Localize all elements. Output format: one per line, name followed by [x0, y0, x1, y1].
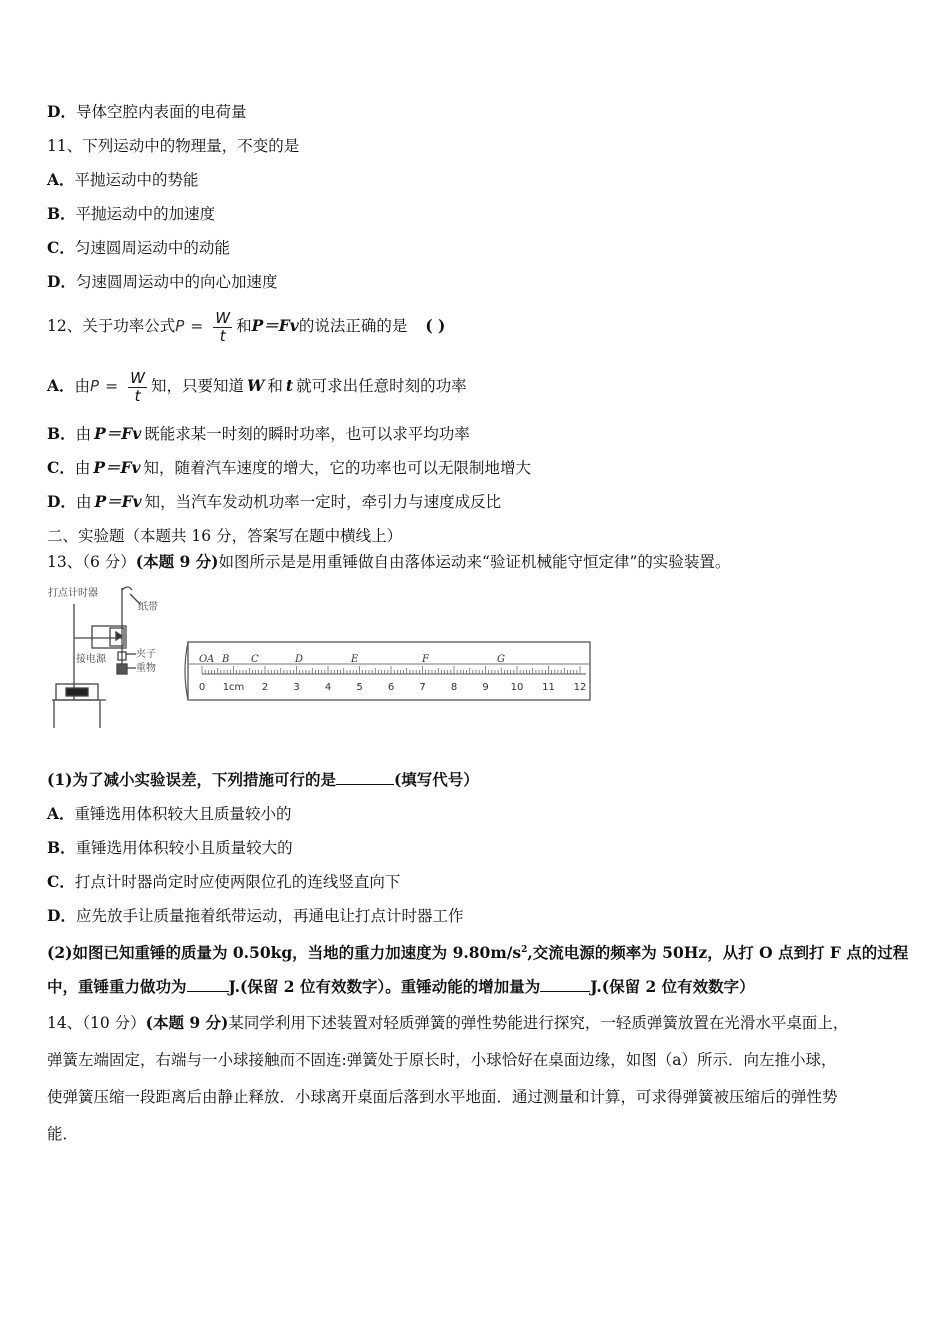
tick-label: 2 — [261, 682, 269, 693]
q13-part2-line1 — [47, 940, 908, 963]
tick-label: 0 — [198, 682, 206, 693]
option-text: 平抛运动中的势能 — [74, 171, 199, 189]
q10-option-d — [47, 102, 246, 122]
formula-pfv: P＝Fv — [94, 424, 142, 443]
tape-curl — [122, 587, 132, 590]
option-suffix: 既能求某一时刻的瞬时功率，也可以求平均功率 — [144, 425, 470, 443]
q11-option-a — [47, 170, 199, 190]
q14-line4: 能． — [47, 1125, 79, 1143]
option-label: C． — [47, 458, 75, 477]
tick-label: 12 — [573, 682, 587, 693]
part2-text-d: J.(保留 2 位有效数字）。重锤动能的增加量为 — [228, 977, 541, 996]
q11-stem: 11、下列运动中的物理量，不变的是 — [47, 137, 300, 155]
var-w: W — [246, 376, 265, 395]
option-suffix: 知，随着汽车速度的增大，它的功率也可以无限制地增大 — [143, 459, 532, 477]
option-suffix: 知，当汽车发动机功率一定时，牵引力与速度成反比 — [144, 493, 502, 511]
q11-option-c — [47, 238, 230, 258]
label-timer: 打点计时器 — [48, 588, 98, 599]
tick-label: 6 — [387, 682, 395, 693]
power-symbol: P — [175, 317, 185, 335]
option-and: 和 — [267, 377, 283, 395]
part1-text: (1)为了减小实验误差，下列措施可行的是 — [47, 770, 336, 789]
var-t: t — [285, 376, 294, 395]
ruler — [185, 642, 590, 700]
tick-label: 5 — [356, 682, 363, 693]
q14-line3: 使弹簧压缩一段距离后由静止释放．小球离开桌面后落到水平地面．通过测量和计算，可求得弹簧被压缩后的弹性势 — [47, 1088, 838, 1106]
q13-option-b — [47, 838, 293, 858]
option-text: 打点计时器尚定时应使两限位孔的连线竖直向下 — [74, 873, 401, 891]
option-text: 匀速圆周运动中的动能 — [74, 239, 230, 257]
fraction-numerator: W — [215, 308, 231, 327]
experiment-figure — [44, 582, 604, 732]
option-label: A． — [47, 376, 75, 395]
point-e: E — [351, 654, 359, 665]
part1-after: (填写代号） — [393, 770, 479, 789]
fraction-denominator: t — [134, 386, 141, 405]
option-label: B． — [47, 838, 76, 857]
power-fraction — [213, 310, 232, 345]
point-d: D — [295, 654, 304, 665]
tick-label: 3 — [293, 682, 300, 693]
option-label: D． — [47, 906, 76, 925]
part2-text-e: J.(保留 2 位有效数字） — [590, 977, 755, 996]
q13-option-c — [47, 872, 400, 892]
option-label: A． — [47, 804, 75, 823]
option-prefix: 由 — [75, 493, 92, 511]
stem-bold: (本题 9 分) — [145, 1013, 229, 1032]
equals-sign: = — [105, 377, 119, 395]
apparatus-labels — [48, 586, 158, 674]
q12-option-a — [47, 366, 467, 406]
q11-option-b — [47, 204, 215, 224]
q14-line2: 弹簧左端固定，右端与一小球接触而不固连:弹簧处于原长时，小球恰好在桌面边缘，如图（a）所示．向左推小球， — [47, 1051, 837, 1069]
q13-option-a — [47, 804, 292, 824]
label-power: 接电源 — [76, 654, 106, 665]
q13-stem — [47, 552, 730, 572]
stem-prefix: 13、（6 分） — [47, 553, 136, 571]
part2-text-a: (2)如图已知重锤的质量为 0.50kg，当地的重力加速度为 9.80m/s — [47, 943, 522, 963]
option-label: C． — [47, 238, 75, 257]
part2-text-b: ,交流电源的频率为 50Hz，从打 O 点到打 F 点的过程 — [527, 943, 909, 963]
option-prefix: 由 — [74, 459, 91, 477]
option-text: 重锤选用体积较小且质量较大的 — [75, 839, 293, 857]
stem-bold: (本题 9 分) — [135, 552, 219, 571]
ruler-tick-labels — [199, 682, 587, 693]
option-label: D． — [47, 272, 76, 291]
point-g: G — [497, 654, 505, 665]
power-symbol: P — [90, 377, 100, 395]
formula-pfv: P＝Fv — [93, 458, 141, 477]
equals-sign: = — [190, 317, 204, 335]
option-label: B． — [47, 424, 76, 443]
timer-arrow — [116, 632, 122, 640]
point-a: A — [207, 654, 215, 665]
stem-prefix: 14、（10 分） — [47, 1014, 146, 1032]
ruler-minor-ticks — [202, 666, 580, 674]
fraction-numerator: W — [130, 368, 145, 387]
answer-blank[interactable] — [336, 770, 394, 785]
option-suffix: 就可求出任意时刻的功率 — [296, 377, 467, 395]
option-text: 重锤选用体积较大且质量较小的 — [74, 805, 292, 823]
tick-label: 8 — [450, 682, 458, 693]
stem-text: 某同学利用下述装置对轻质弹簧的弹性势能进行探究，一轻质弹簧放置在光滑水平桌面上， — [228, 1014, 849, 1032]
option-text: 导体空腔内表面的电荷量 — [75, 103, 247, 121]
option-label: B． — [47, 204, 76, 223]
formula-pfv: P＝Fv — [251, 316, 299, 335]
option-text: 应先放手让质量拖着纸带运动，再通电让打点计时器工作 — [75, 907, 464, 925]
label-clip: 夹子 — [136, 649, 156, 660]
superscript: 2 — [521, 945, 528, 955]
option-label: C． — [47, 872, 75, 891]
tape-point-labels — [199, 654, 505, 665]
stand-box-inner — [66, 688, 88, 696]
tick-label: 4 — [324, 682, 332, 693]
energy-answer-blank[interactable] — [540, 977, 590, 992]
point-o: O — [199, 654, 208, 665]
stem-suffix: 的说法正确的是 — [298, 317, 408, 335]
formula-pfv: P＝Fv — [94, 492, 142, 511]
option-text: 匀速圆周运动中的向心加速度 — [75, 273, 278, 291]
label-tape: 纸带 — [138, 602, 158, 613]
option-label: A． — [47, 170, 75, 189]
stem-prefix: 12、关于功率公式 — [47, 317, 176, 335]
work-answer-blank[interactable] — [187, 977, 229, 992]
option-label: D． — [47, 102, 76, 121]
tick-label: 10 — [510, 682, 524, 693]
weight — [117, 664, 127, 674]
q12-stem — [47, 306, 445, 346]
answer-paren: ( ) — [425, 316, 446, 335]
tick-label: 7 — [419, 682, 426, 693]
q11-option-d — [47, 272, 277, 292]
point-f: F — [422, 654, 429, 665]
q14-line1 — [47, 1013, 848, 1033]
point-c: C — [251, 654, 259, 665]
q12-option-c — [47, 458, 531, 478]
q13-part1 — [47, 770, 479, 790]
tick-label: 1cm — [222, 682, 245, 693]
q12-option-b — [47, 424, 470, 444]
point-b: B — [222, 654, 230, 665]
stem-rest: 如图所示是是用重锤做自由落体运动来“验证机械能守恒定律”的实验装置。 — [218, 553, 731, 571]
part2-text-c: 中，重锤重力做功为 — [47, 977, 187, 996]
tick-label: 9 — [482, 682, 489, 693]
section-title: 二、实验题（本题共 16 分，答案写在题中横线上） — [47, 527, 403, 545]
fraction-denominator: t — [219, 326, 226, 345]
label-weight: 重物 — [136, 663, 156, 674]
q13-option-d — [47, 906, 463, 926]
option-text: 平抛运动中的加速度 — [75, 205, 216, 223]
q13-part2-line2 — [47, 977, 755, 997]
power-fraction — [128, 370, 147, 405]
q12-option-d — [47, 492, 501, 512]
option-label: D． — [47, 492, 76, 511]
option-mid: 知，只要知道 — [150, 377, 244, 395]
stem-and: 和 — [236, 317, 252, 335]
tick-label: 11 — [542, 682, 555, 693]
option-prefix: 由 — [75, 425, 92, 443]
option-prefix: 由 — [74, 377, 91, 395]
